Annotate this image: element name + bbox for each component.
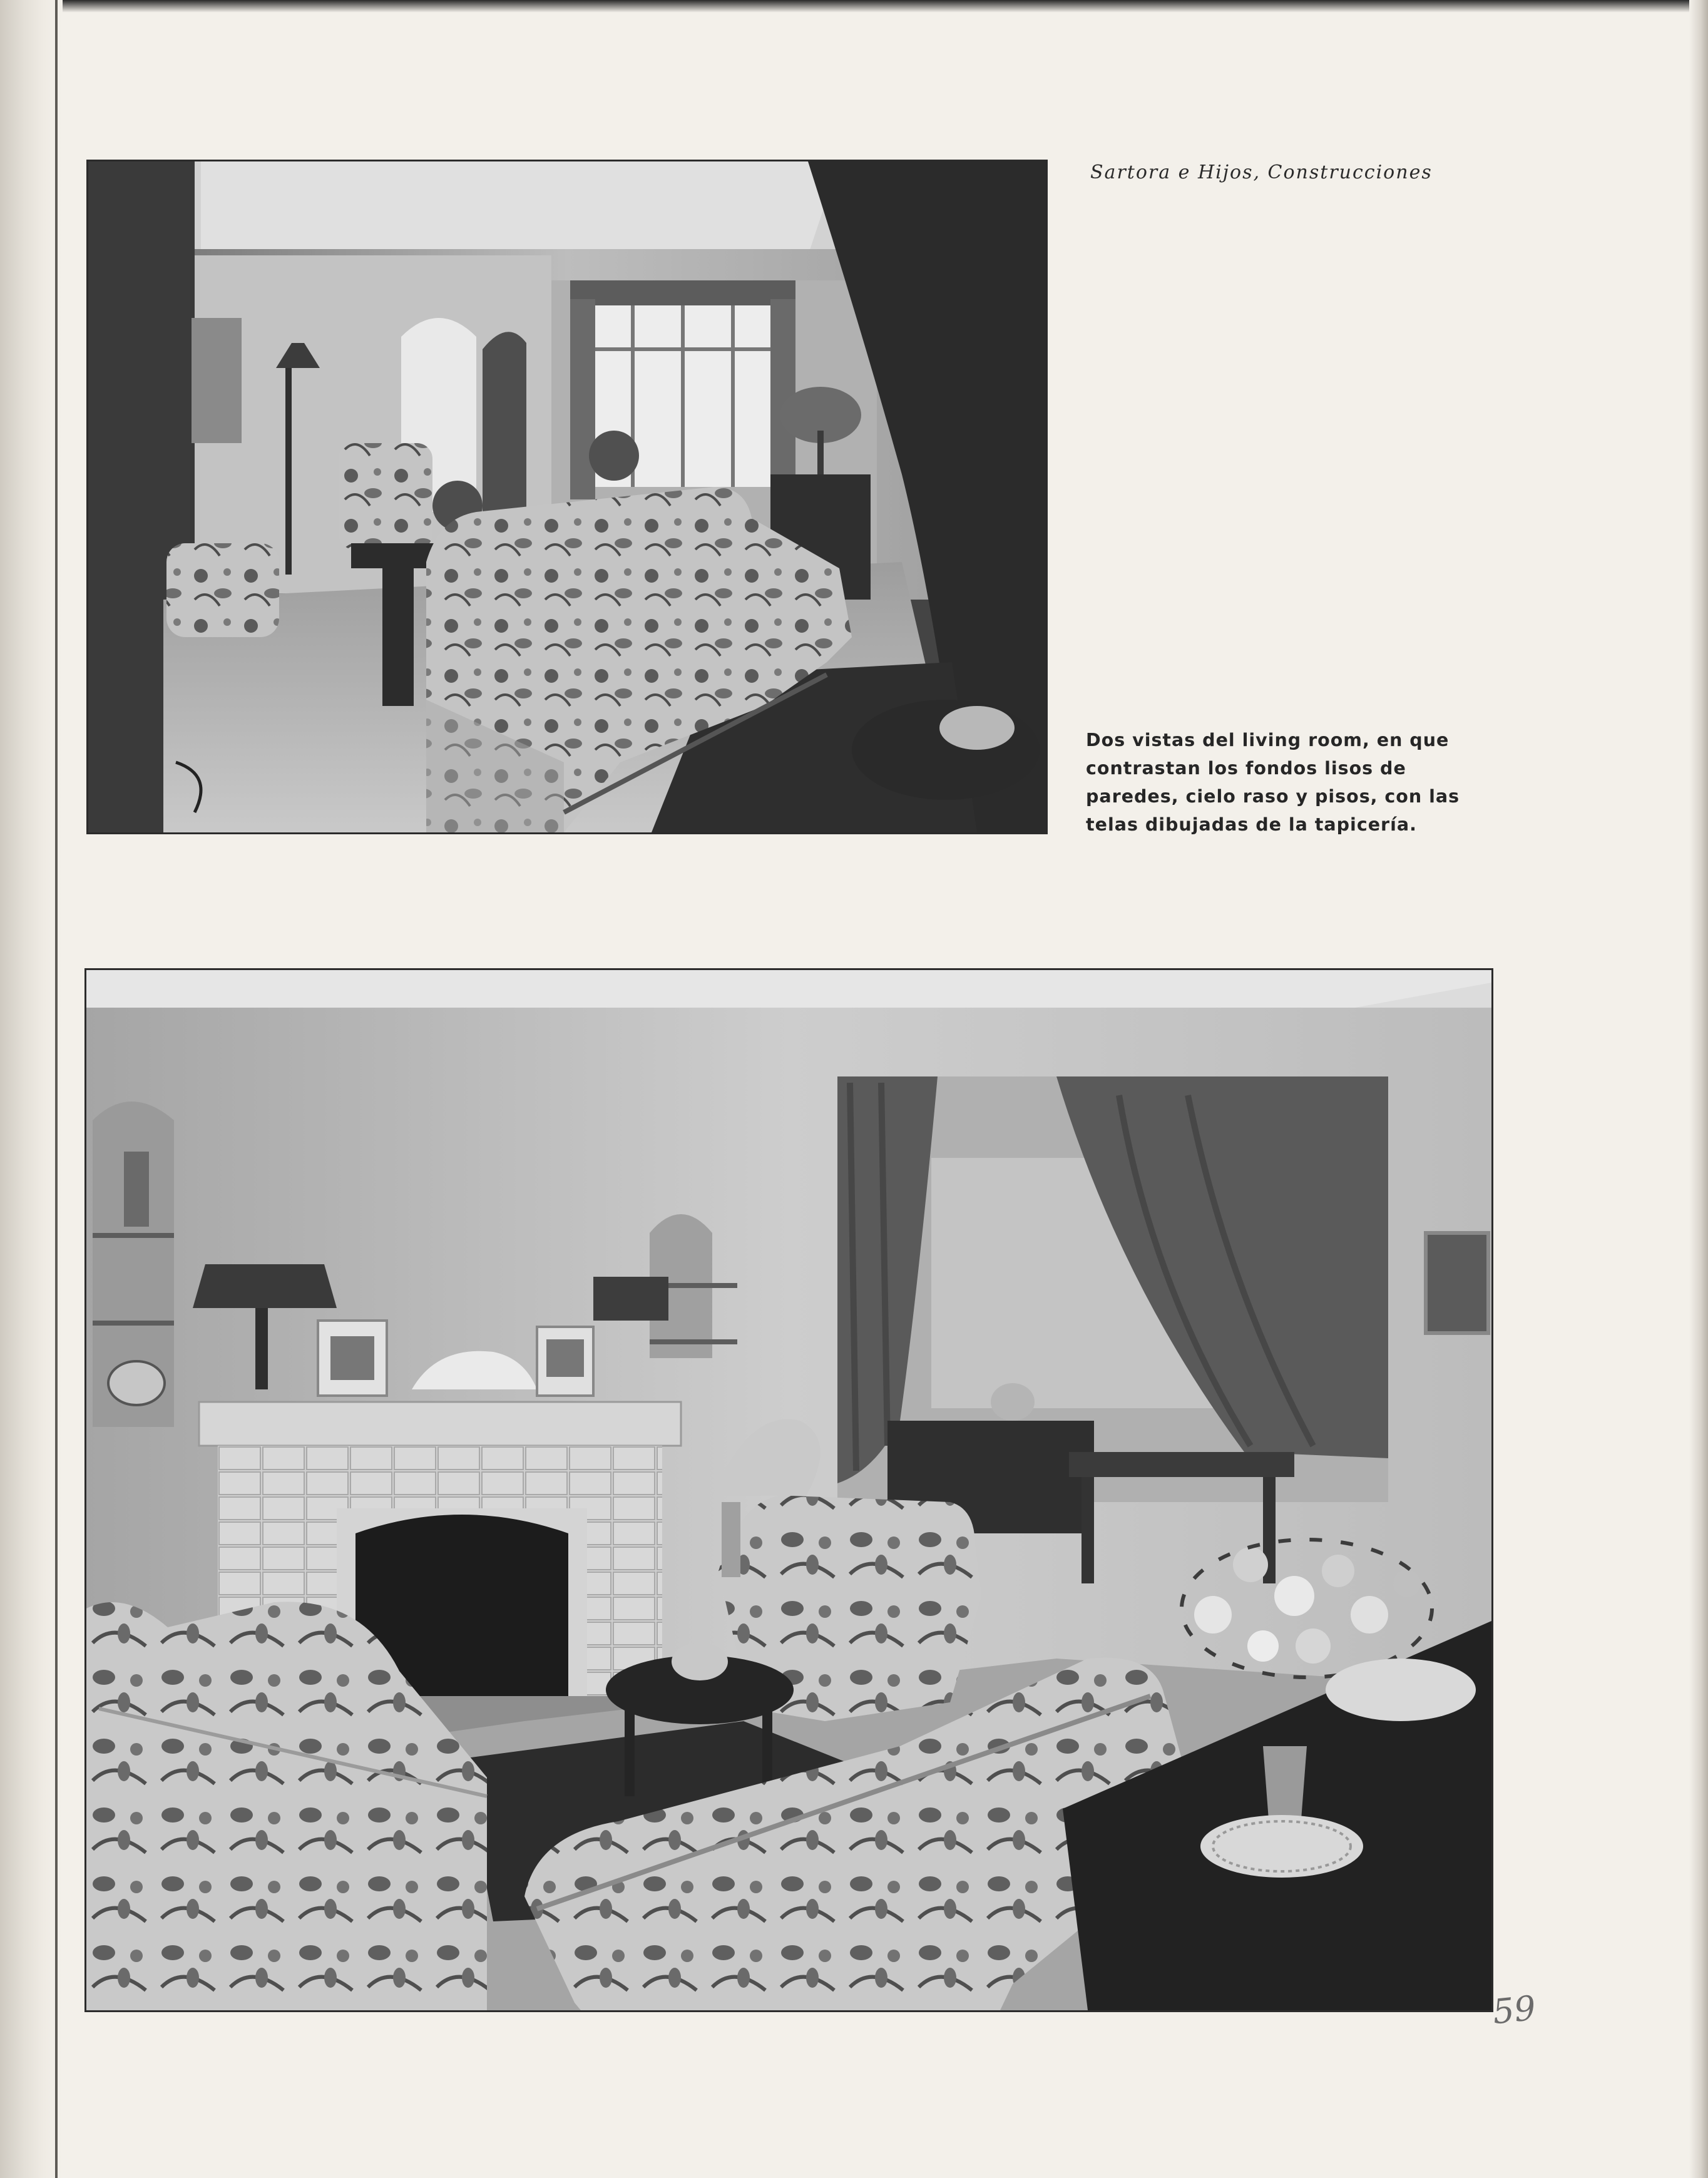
top-shadow [0, 0, 1708, 13]
living-room-photo-bottom [84, 968, 1493, 2012]
living-room-photo-top [86, 160, 1048, 834]
binding-line [55, 0, 58, 2178]
binding-gutter [0, 0, 63, 2178]
page-number: 59 [1490, 1988, 1538, 2032]
photo-caption: Dos vistas del living room, en que contrastan los fondos lisos de paredes, cielo raso y pisos, con las telas dibujadas de la tapicería. [1086, 730, 1460, 835]
photo-credit: Sartora e Hijos, Construcciones [1090, 161, 1433, 183]
page-edge [1689, 0, 1708, 2178]
